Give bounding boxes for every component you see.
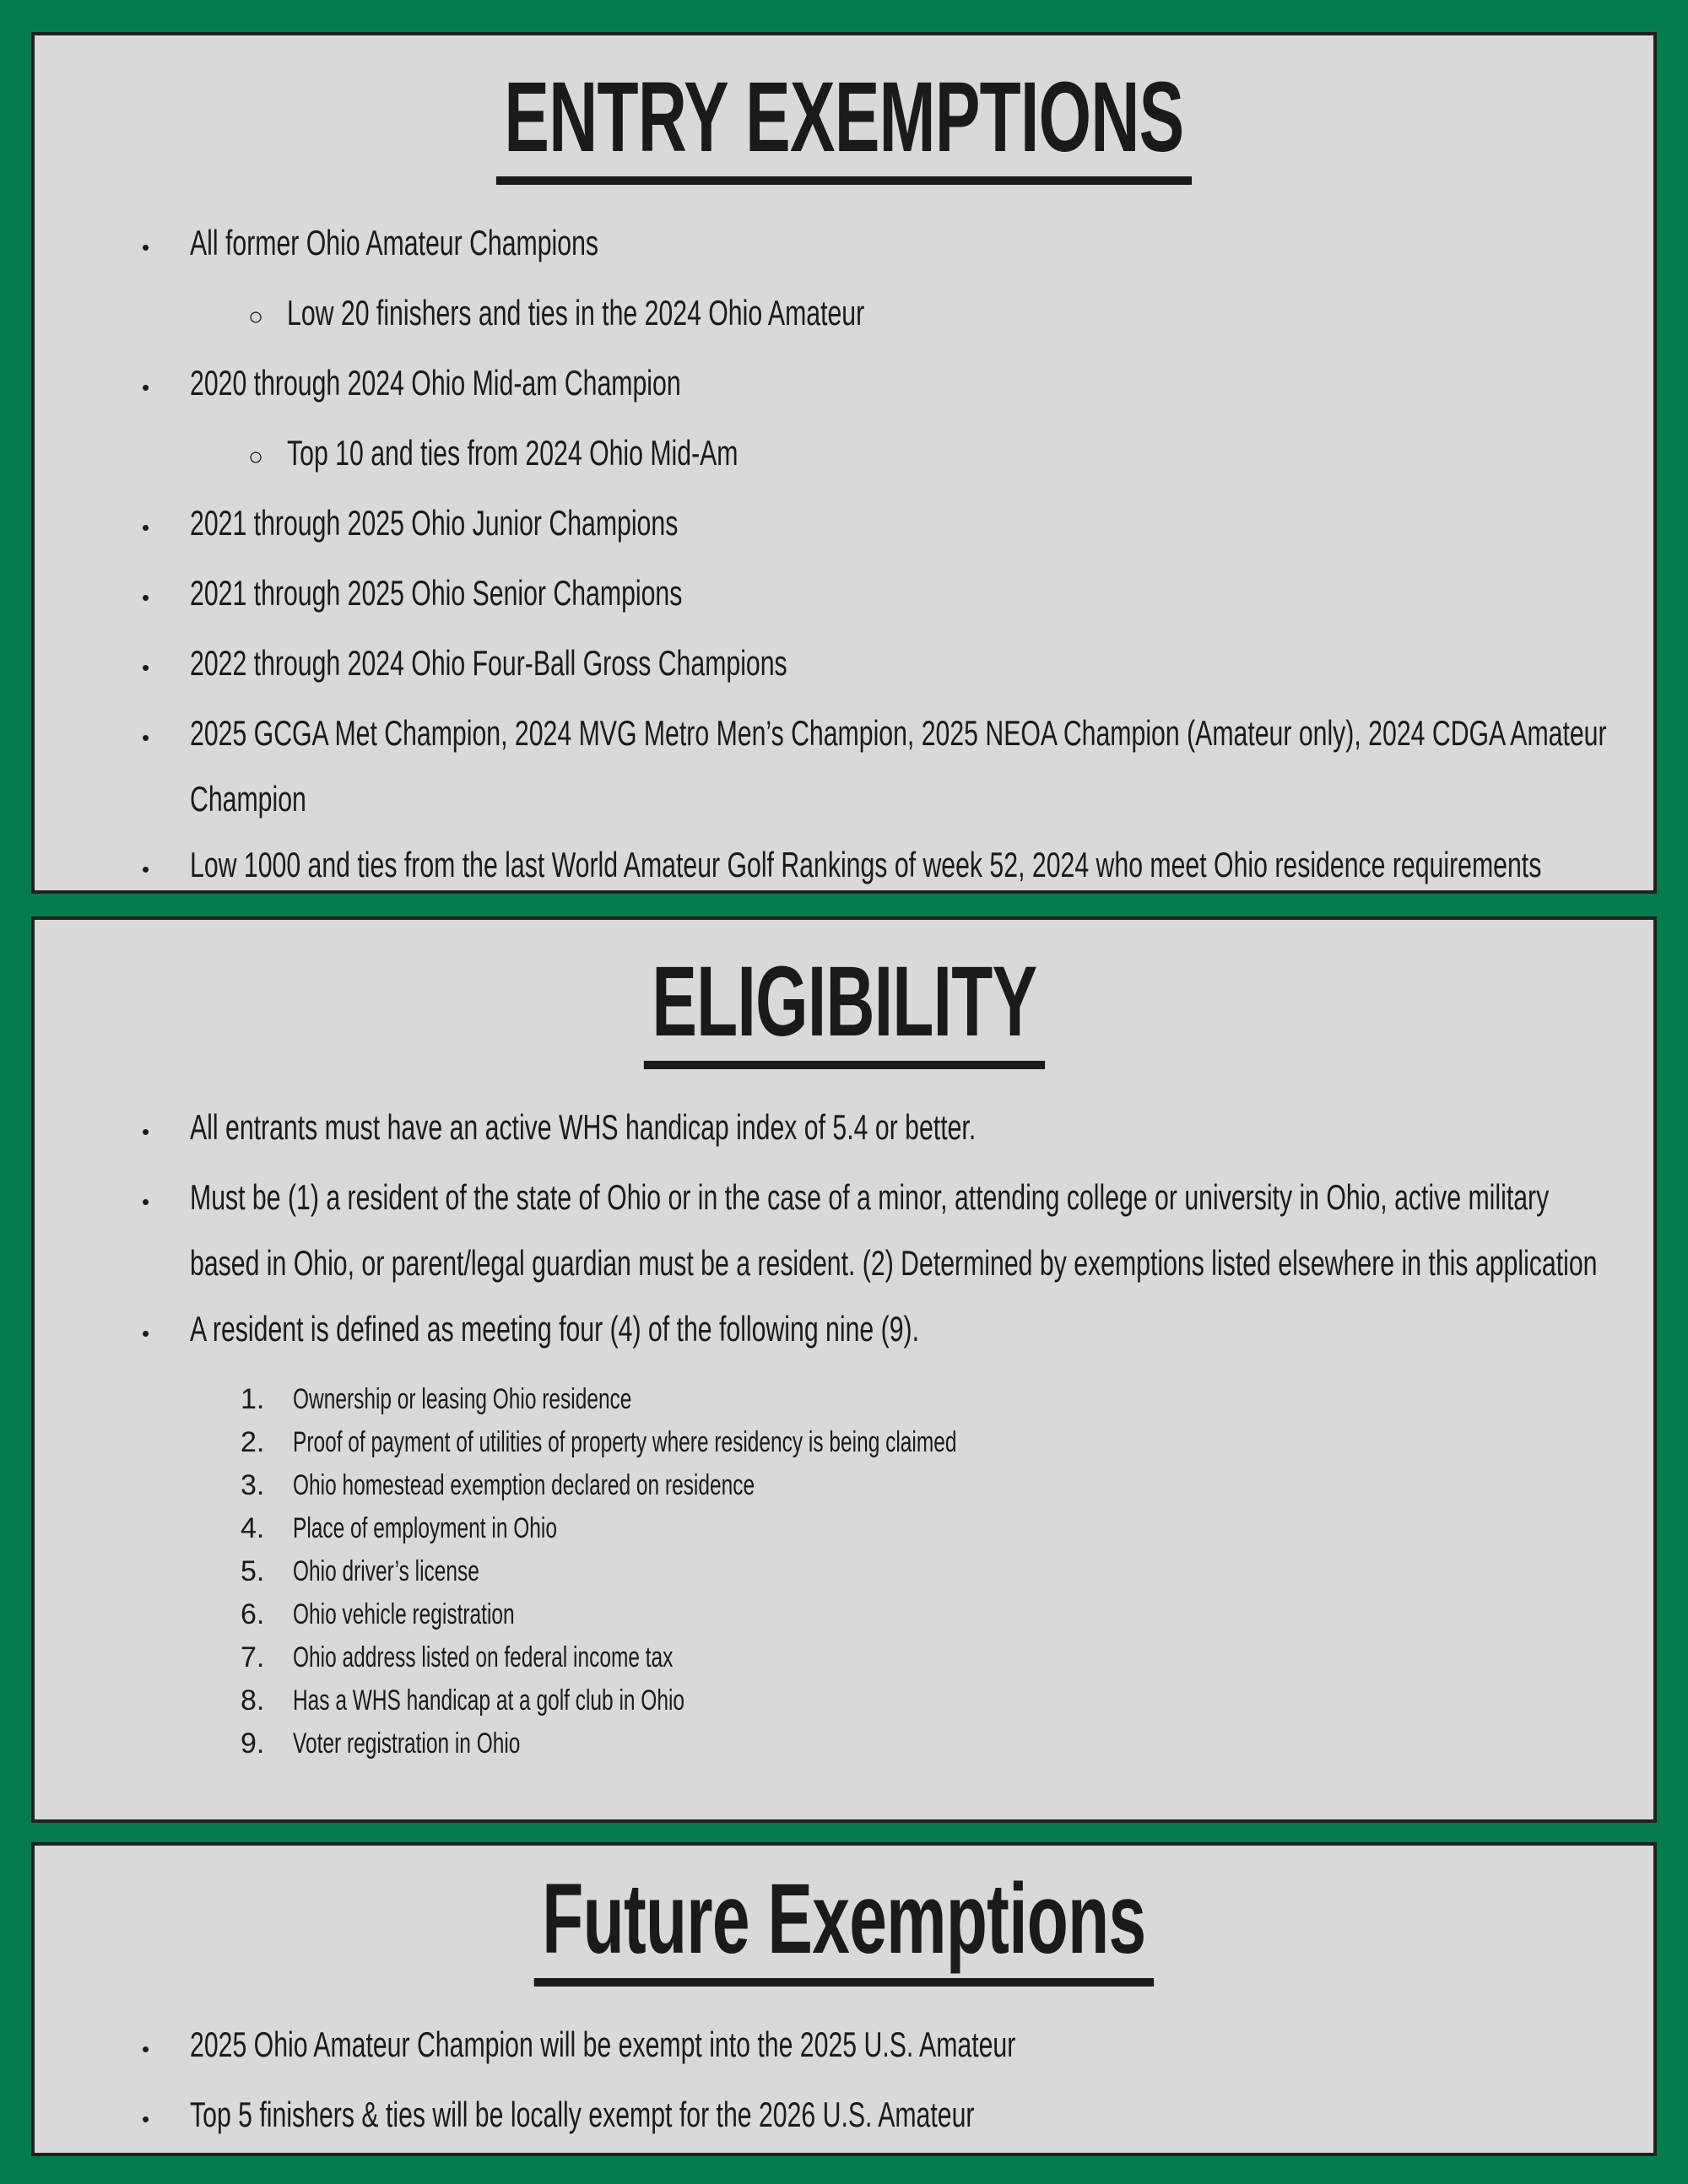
bullet-dot-icon: •	[142, 1188, 150, 1214]
numbered-item	[68, 1636, 1620, 1679]
list-item	[68, 350, 1620, 420]
list-item-text: All former Ohio Amateur Champions	[190, 222, 599, 262]
numbered-item-text: Has a WHS handicap at a golf club in Ohio	[293, 1684, 685, 1716]
bullet-dot-icon: •	[142, 234, 150, 260]
numbered-item-text: Ohio homestead exemption declared on residence	[293, 1468, 755, 1501]
residency-numbered-list	[68, 1378, 1620, 1765]
list-item	[68, 832, 1620, 894]
numbered-item	[68, 1550, 1620, 1593]
entry-exemptions-panel	[31, 32, 1657, 894]
bullet-circle-icon: ○	[248, 302, 264, 331]
bullet-dot-icon: •	[142, 2035, 150, 2062]
list-item-text: 2025 GCGA Met Champion, 2024 MVG Metro Men’s Champion, 2025 NEOA Champion (Amateur only), 2024 CDGA Amateur Champion	[190, 712, 1607, 819]
bullet-dot-icon: •	[142, 1320, 150, 1346]
list-item	[68, 490, 1620, 560]
list-item	[68, 280, 1620, 350]
future-exemptions-list	[68, 2012, 1620, 2152]
list-item-text: Top 10 and ties from 2024 Ohio Mid-Am	[287, 432, 738, 473]
bullet-dot-icon: •	[142, 584, 150, 610]
list-item	[68, 630, 1620, 700]
list-item	[68, 1165, 1620, 1296]
list-item	[68, 700, 1620, 832]
item-number: 5.	[241, 1554, 265, 1587]
eligibility-panel	[31, 916, 1657, 1823]
list-item-text: All entrants must have an active WHS handicap index of 5.4 or better.	[190, 1106, 977, 1147]
list-item-text: Must be (1) a resident of the state of Ohio or in the case of a minor, attending college or university in Ohio, active military based in Ohio, or parent/legal guardian must be a resident. (2) Determined by exemptions listed elsewhere in this application	[190, 1176, 1598, 1283]
numbered-item	[68, 1421, 1620, 1464]
list-item-text: 2021 through 2025 Ohio Senior Champions	[190, 572, 683, 613]
numbered-item-text: Ohio vehicle registration	[293, 1597, 515, 1630]
numbered-item	[68, 1507, 1620, 1550]
item-number: 9.	[241, 1727, 265, 1760]
bullet-dot-icon: •	[142, 514, 150, 540]
bullet-dot-icon: •	[142, 654, 150, 680]
future-exemptions-title-wrap	[68, 1863, 1620, 1987]
bullet-dot-icon: •	[142, 856, 150, 882]
future-exemptions-title: Future Exemptions	[534, 1868, 1154, 1987]
item-number: 8.	[241, 1684, 265, 1716]
numbered-item-text: Ohio address listed on federal income tax	[293, 1641, 674, 1673]
future-exemptions-panel	[31, 1842, 1657, 2156]
list-item-text: 2021 through 2025 Ohio Junior Champions	[190, 502, 679, 543]
numbered-item	[68, 1593, 1620, 1636]
list-item	[68, 2012, 1620, 2082]
entry-exemptions-title: ENTRY EXEMPTIONS	[496, 66, 1192, 185]
item-number: 1.	[241, 1382, 265, 1415]
bullet-dot-icon: •	[142, 2106, 150, 2132]
list-item-text: Low 20 finishers and ties in the 2024 Ohio Amateur	[287, 292, 865, 332]
list-item	[68, 210, 1620, 280]
item-number: 4.	[241, 1511, 265, 1544]
numbered-item-text: Place of employment in Ohio	[293, 1511, 557, 1544]
numbered-item	[68, 1722, 1620, 1765]
bullet-dot-icon: •	[142, 724, 150, 750]
list-item-text: A resident is defined as meeting four (4) of the following nine (9).	[190, 1308, 919, 1349]
bullet-dot-icon: •	[142, 1118, 150, 1144]
numbered-item-text: Ownership or leasing Ohio residence	[293, 1382, 632, 1415]
eligibility-title: ELIGIBILITY	[643, 950, 1044, 1069]
bullet-circle-icon: ○	[248, 442, 264, 471]
bullet-dot-icon: •	[142, 374, 150, 400]
numbered-item-text: Ohio driver’s license	[293, 1554, 479, 1587]
list-item	[68, 420, 1620, 490]
numbered-item-text: Voter registration in Ohio	[293, 1727, 521, 1760]
list-item-text: Low 1000 and ties from the last World Amateur Golf Rankings of week 52, 2024 who meet Ohio residence requirements	[190, 844, 1542, 884]
list-item-text: 2022 through 2024 Ohio Four-Ball Gross Champions	[190, 642, 787, 683]
item-number: 2.	[241, 1425, 265, 1458]
numbered-item	[68, 1464, 1620, 1507]
list-item	[68, 2082, 1620, 2152]
item-number: 7.	[241, 1641, 265, 1673]
item-number: 3.	[241, 1468, 265, 1501]
item-number: 6.	[241, 1597, 265, 1630]
list-item	[68, 560, 1620, 630]
list-item	[68, 1296, 1620, 1366]
numbered-item	[68, 1679, 1620, 1722]
list-item-text: 2025 Ohio Amateur Champion will be exempt into the 2025 U.S. Amateur	[190, 2024, 1016, 2064]
list-item	[68, 1095, 1620, 1165]
numbered-item-text: Proof of payment of utilities of property where residency is being claimed	[293, 1425, 957, 1458]
entry-exemptions-title-wrap	[68, 62, 1620, 185]
numbered-item	[68, 1378, 1620, 1421]
list-item-text: 2020 through 2024 Ohio Mid-am Champion	[190, 362, 681, 403]
list-item-text: Top 5 finishers & ties will be locally exempt for the 2026 U.S. Amateur	[190, 2094, 975, 2134]
eligibility-title-wrap	[68, 946, 1620, 1069]
